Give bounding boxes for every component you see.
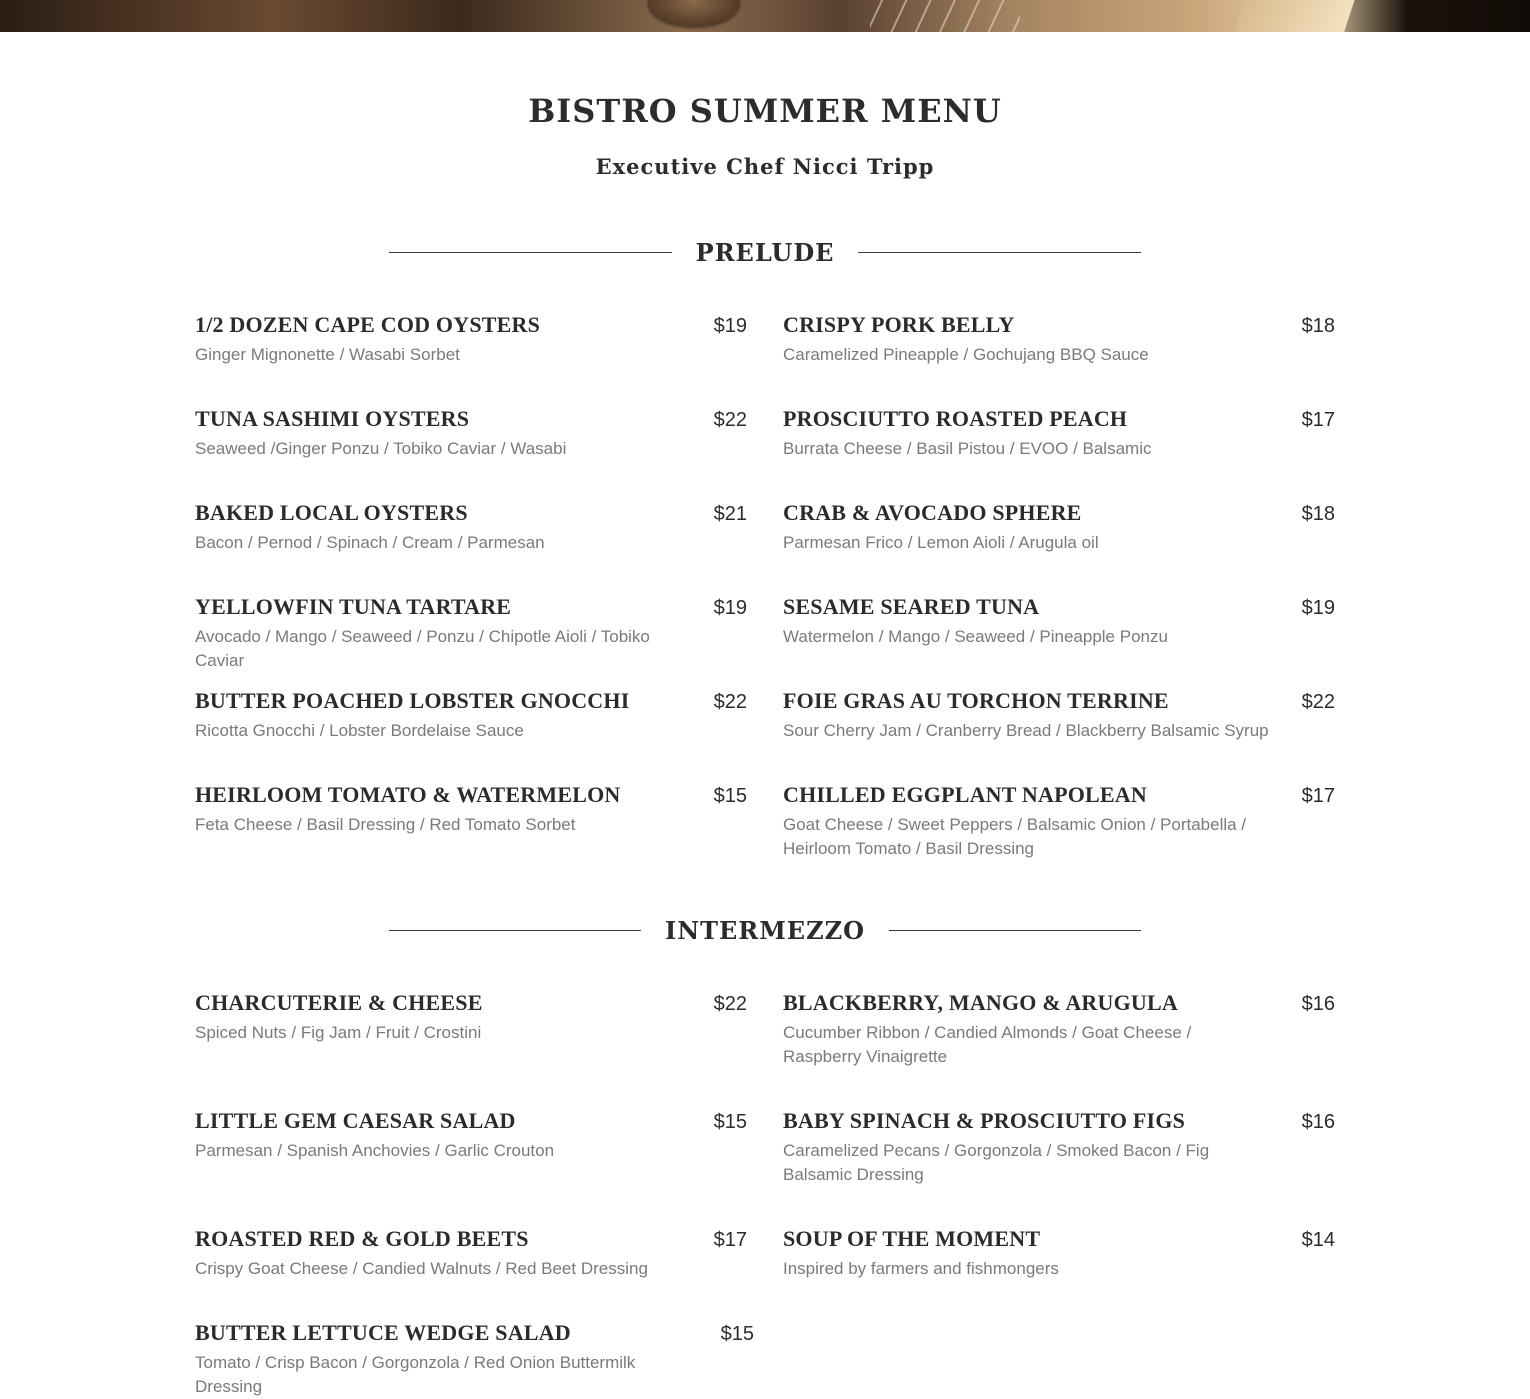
- item-description: Crispy Goat Cheese / Candied Walnuts / Red Beet Dressing: [195, 1259, 648, 1278]
- section-title: INTERMEZZO: [664, 915, 866, 945]
- menu-item: [195, 406, 747, 461]
- item-description: Bacon / Pernod / Spinach / Cream / Parmesan: [195, 533, 545, 552]
- section-title: PRELUDE: [695, 237, 835, 267]
- item-name: SESAME SEARED TUNA: [783, 594, 1040, 619]
- item-description: Spiced Nuts / Fig Jam / Fruit / Crostini: [195, 1023, 482, 1042]
- item-price: $17: [713, 1229, 747, 1251]
- menu-item: [783, 990, 1335, 1069]
- item-price: $18: [1301, 503, 1335, 525]
- menu-item: [195, 990, 747, 1045]
- divider-right: [858, 252, 1141, 253]
- chef-name: Executive Chef Nicci Tripp: [595, 154, 935, 179]
- menu-item: [783, 1108, 1335, 1187]
- item-price: $19: [713, 597, 747, 619]
- item-description: Burrata Cheese / Basil Pistou / EVOO / Balsamic: [783, 439, 1152, 458]
- menu-item: [783, 312, 1335, 367]
- item-name: 1/2 DOZEN CAPE COD OYSTERS: [195, 312, 541, 337]
- menu-title: BISTRO SUMMER MENU: [528, 92, 1002, 130]
- hero-image: [0, 0, 1530, 32]
- item-price: $22: [1301, 691, 1335, 713]
- menu-item: [195, 500, 747, 555]
- item-price: $16: [1301, 993, 1335, 1015]
- item-price: $15: [713, 785, 747, 807]
- divider-right: [889, 930, 1141, 931]
- item-description: Ricotta Gnocchi / Lobster Bordelaise Sauce: [195, 721, 524, 740]
- item-name: PROSCIUTTO ROASTED PEACH: [783, 406, 1128, 431]
- item-price: $22: [713, 691, 747, 713]
- item-description: Goat Cheese / Sweet Peppers / Balsamic Onion / Portabella / Heirloom Tomato / Basil Dressing: [783, 815, 1247, 858]
- item-description: Seaweed /Ginger Ponzu / Tobiko Caviar / Wasabi: [195, 439, 567, 458]
- item-name: BUTTER POACHED LOBSTER GNOCCHI: [195, 688, 630, 713]
- menu-item: [195, 1226, 747, 1281]
- section-heading-prelude: [389, 232, 1141, 272]
- item-name: BUTTER LETTUCE WEDGE SALAD: [195, 1320, 571, 1345]
- item-price: $17: [1301, 409, 1335, 431]
- item-name: CHARCUTERIE & CHEESE: [195, 990, 483, 1015]
- item-name: CRISPY PORK BELLY: [783, 312, 1015, 337]
- menu-item: [195, 782, 747, 837]
- item-name: FOIE GRAS AU TORCHON TERRINE: [783, 688, 1169, 713]
- item-description: Feta Cheese / Basil Dressing / Red Tomato Sorbet: [195, 815, 576, 834]
- item-price: $16: [1301, 1111, 1335, 1133]
- item-price: $22: [713, 409, 747, 431]
- item-name: BAKED LOCAL OYSTERS: [195, 500, 468, 525]
- item-name: YELLOWFIN TUNA TARTARE: [195, 594, 512, 619]
- item-price: $15: [713, 1111, 747, 1133]
- menu-item: [783, 688, 1335, 743]
- item-description: Cucumber Ribbon / Candied Almonds / Goat Cheese / Raspberry Vinaigrette: [783, 1023, 1192, 1066]
- item-name: BABY SPINACH & PROSCIUTTO FIGS: [783, 1108, 1186, 1133]
- menu-item: [195, 688, 747, 743]
- menu-item: [783, 500, 1335, 555]
- item-description: Parmesan Frico / Lemon Aioli / Arugula oil: [783, 533, 1099, 552]
- plate-graphic: [648, 0, 740, 26]
- item-description: Ginger Mignonette / Wasabi Sorbet: [195, 345, 460, 364]
- item-price: $18: [1301, 315, 1335, 337]
- menu-item: [195, 1320, 754, 1399]
- menu-item: [195, 594, 747, 673]
- menu-item: [783, 594, 1335, 649]
- item-price: $17: [1301, 785, 1335, 807]
- divider-left: [389, 252, 672, 253]
- napkin-graphic: [1234, 0, 1357, 32]
- item-name: TUNA SASHIMI OYSTERS: [195, 406, 470, 431]
- menu-item: [195, 312, 747, 367]
- item-description: Inspired by farmers and fishmongers: [783, 1259, 1059, 1278]
- item-name: BLACKBERRY, MANGO & ARUGULA: [783, 990, 1178, 1015]
- menu-item: [783, 782, 1335, 861]
- menu-item: [195, 1108, 747, 1163]
- item-name: ROASTED RED & GOLD BEETS: [195, 1226, 529, 1251]
- divider-left: [389, 930, 641, 931]
- item-price: $14: [1301, 1229, 1335, 1251]
- item-price: $15: [720, 1323, 754, 1345]
- item-price: $22: [713, 993, 747, 1015]
- item-name: CHILLED EGGPLANT NAPOLEAN: [783, 782, 1147, 807]
- item-description: Tomato / Crisp Bacon / Gorgonzola / Red Onion Buttermilk Dressing: [195, 1353, 636, 1396]
- item-name: CRAB & AVOCADO SPHERE: [783, 500, 1082, 525]
- item-description: Avocado / Mango / Seaweed / Ponzu / Chipotle Aioli / Tobiko Caviar: [195, 627, 650, 670]
- item-description: Sour Cherry Jam / Cranberry Bread / Blackberry Balsamic Syrup: [783, 721, 1269, 740]
- item-price: $19: [713, 315, 747, 337]
- item-description: Caramelized Pecans / Gorgonzola / Smoked Bacon / Fig Balsamic Dressing: [783, 1141, 1210, 1184]
- item-price: $21: [713, 503, 747, 525]
- menu-item: [783, 1226, 1335, 1281]
- section-heading-intermezzo: [389, 910, 1141, 950]
- menu-item: [783, 406, 1335, 461]
- item-description: Parmesan / Spanish Anchovies / Garlic Crouton: [195, 1141, 555, 1160]
- item-description: Watermelon / Mango / Seaweed / Pineapple Ponzu: [783, 627, 1168, 646]
- item-price: $19: [1301, 597, 1335, 619]
- fork-graphic: [870, 0, 1020, 32]
- item-name: HEIRLOOM TOMATO & WATERMELON: [195, 782, 621, 807]
- item-name: SOUP OF THE MOMENT: [783, 1226, 1041, 1251]
- item-description: Caramelized Pineapple / Gochujang BBQ Sauce: [783, 345, 1149, 364]
- item-name: LITTLE GEM CAESAR SALAD: [195, 1108, 516, 1133]
